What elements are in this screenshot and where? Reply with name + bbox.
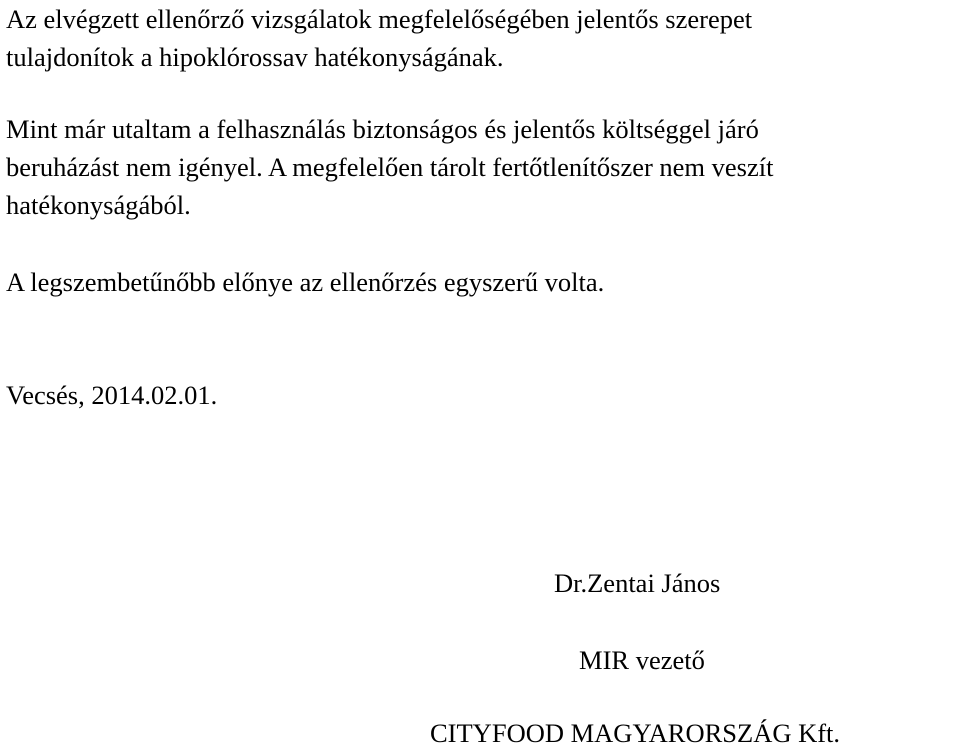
text-line: beruházást nem igényel. A megfelelően tárolt fertőtlenítőszer nem veszít	[6, 152, 774, 182]
text-line: Az elvégzett ellenőrző vizsgálatok megfelelőségében jelentős szerepet	[6, 4, 753, 34]
signatory-name: Dr.Zentai János	[554, 568, 721, 598]
text-line: Mint már utaltam a felhasználás biztonságos és jelentős költséggel járó	[6, 114, 759, 144]
text-line: tulajdonítok a hipoklórossav hatékonyságának.	[6, 42, 504, 72]
paragraph-safety-investment	[6, 110, 773, 224]
paragraph-main-advantage	[6, 263, 604, 301]
text-line: A legszembetűnőbb előnye az ellenőrzés egyszerű volta.	[6, 267, 605, 297]
text-line: Vecsés, 2014.02.01.	[6, 380, 218, 410]
text-line: hatékonyságából.	[6, 190, 191, 220]
signatory-company: CITYFOOD MAGYARORSZÁG Kft.	[430, 718, 841, 748]
signatory-title: MIR vezető	[579, 645, 705, 675]
paragraph-hypochlorous-efficiency	[6, 0, 752, 76]
place-and-date	[6, 376, 217, 414]
